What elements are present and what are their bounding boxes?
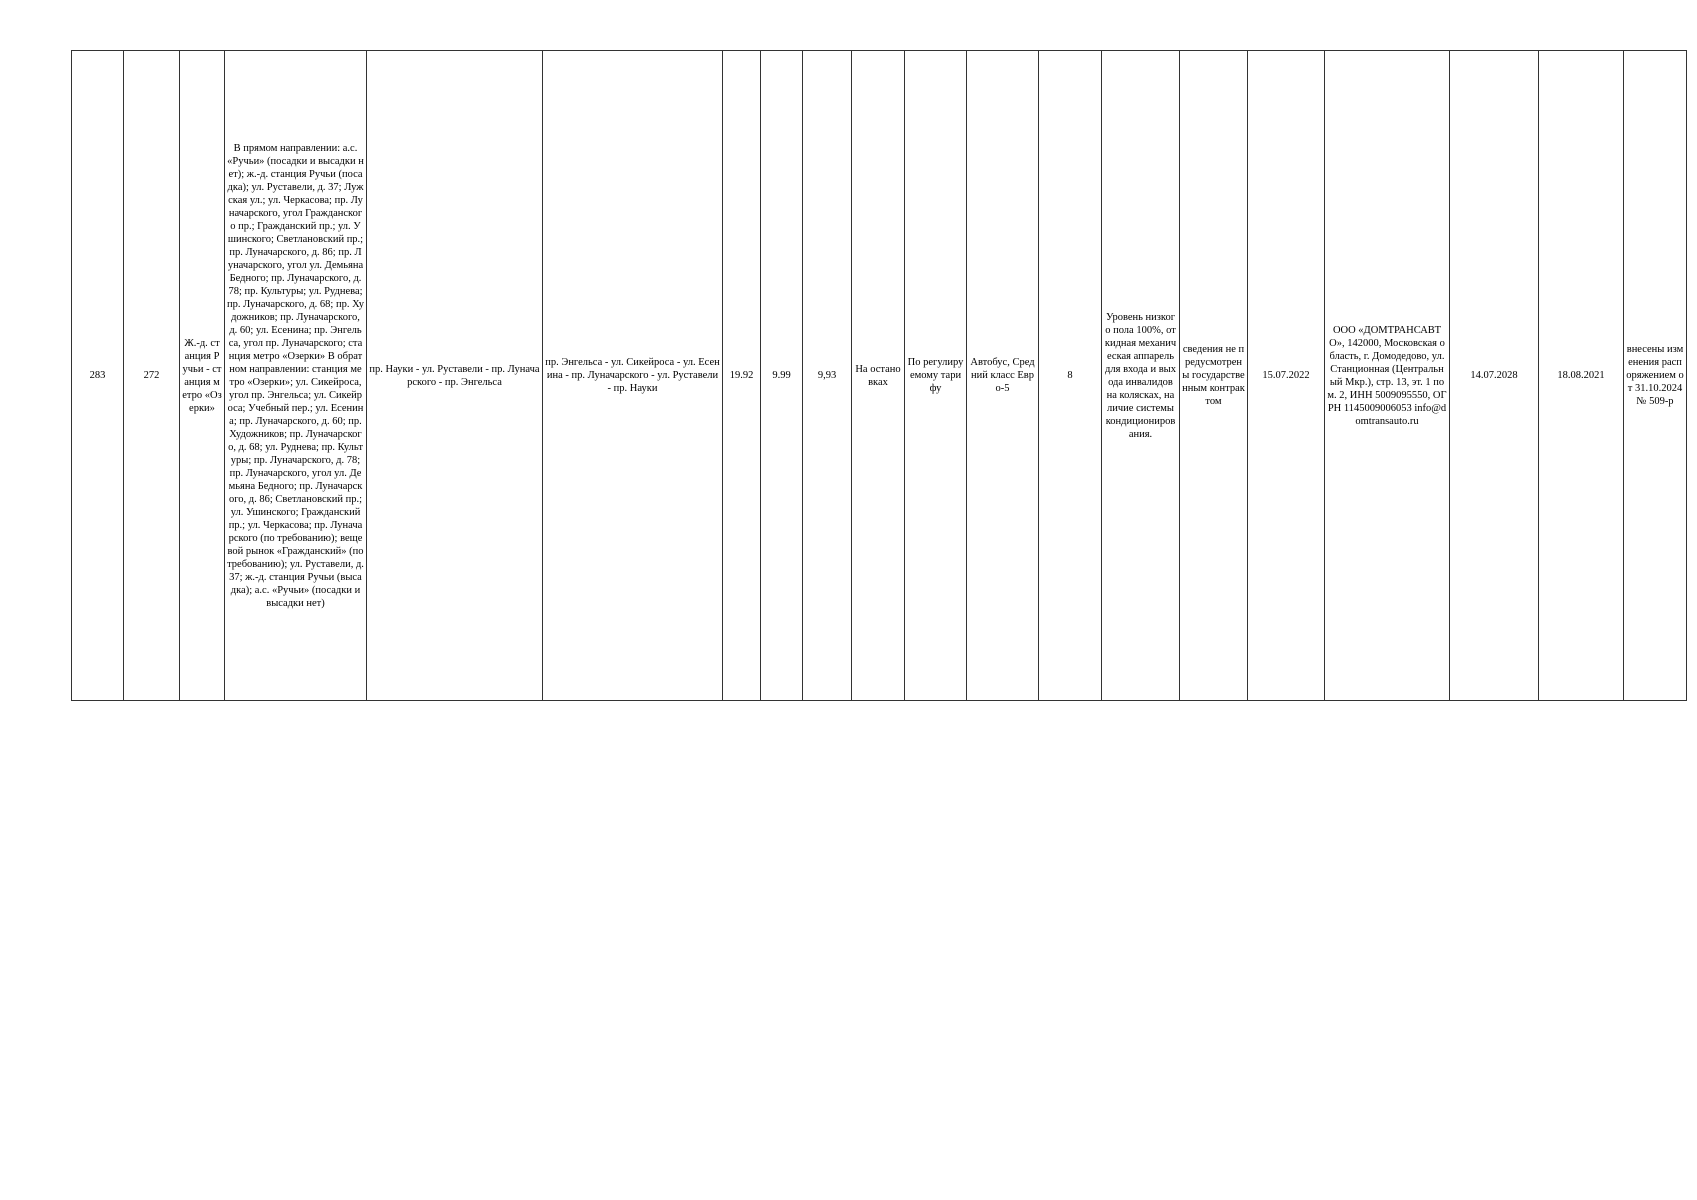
registry-number-cell: 283 (72, 51, 124, 701)
route-registry-table (71, 50, 1687, 701)
total-length-cell: 19.92 (723, 51, 761, 701)
route-name-cell: Ж.-д. станция Ручьи - станция метро «Озерки» (180, 51, 225, 701)
end-date-cell: 14.07.2028 (1450, 51, 1539, 701)
reverse-length-cell: 9,93 (803, 51, 852, 701)
note-cell: внесены изменения распоряжением от 31.10.2024 № 509-р (1624, 51, 1687, 701)
tariff-cell: По регулируемому тарифу (905, 51, 967, 701)
vehicle-features-cell: Уровень низкого пола 100%, откидная механическая аппарель для входа и выхода инвалидов на колясках, наличие системы кондиционирования. (1102, 51, 1180, 701)
route-number-cell: 272 (124, 51, 180, 701)
stop-order-cell: На остановках (852, 51, 905, 701)
route-stops-cell: В прямом направлении: а.с. «Ручьи» (посадки и высадки нет); ж.-д. станция Ручьи (посадка); ул. Руставели, д. 37; Лужская ул.; ул. Черкасова; пр. Луначарского, угол Гражданского пр.; Гражданский пр.; ул. Ушинского; Светлановский пр.; пр. Луначарского, д. 86; пр. Луначарского, угол ул. Демьяна Бедного; пр. Луначарского, д. 78; пр. Культуры; ул. Руднева; пр. Луначарского, д. 68; пр. Художников; пр. Луначарского, д. 60; ул. Есенина; пр. Энгельса, угол пр. Луначарского; станция метро «Озерки» В обратном направлении: станция метро «Озерки»; ул. Сикейроса, угол пр. Энгельса; ул. Сикейроса; Учебный пер.; ул. Есенина; пр. Луначарского, д. 60; пр. Художников; пр. Луначарского, д. 68; ул. Руднева; пр. Культуры; пр. Луначарского, д. 78; пр. Луначарского, угол ул. Демьяна Бедного; пр. Луначарского, д. 86; Светлановский пр.; ул. Ушинского; Гражданский пр.; ул. Черкасова; пр. Луначарского (по требованию); вещевой рынок «Гражданский» (по требованию); ул. Руставели, д. 37; ж.-д. станция Ручьи (высадка); а.с. «Ручьи» (посадки и высадки нет) (225, 51, 367, 701)
reverse-streets-cell: пр. Энгельса - ул. Сикейроса - ул. Есенина - пр. Луначарского - ул. Руставели - пр. Науки (543, 51, 723, 701)
forward-length-cell: 9.99 (761, 51, 803, 701)
carrier-cell: ООО «ДОМТРАНСАВТО», 142000, Московская область, г. Домодедово, ул. Станционная (Центральный Мкр.), стр. 13, эт. 1 пом. 2, ИНН 5009095550, ОГРН 1145009006053 info@domtransauto.ru (1325, 51, 1450, 701)
start-date-cell: 15.07.2022 (1248, 51, 1325, 701)
vehicle-count-cell: 8 (1039, 51, 1102, 701)
forward-streets-cell: пр. Науки - ул. Руставели - пр. Луначарского - пр. Энгельса (367, 51, 543, 701)
third-date-cell: 18.08.2021 (1539, 51, 1624, 701)
contract-info-cell: сведения не предусмотрены государственным контрактом (1180, 51, 1248, 701)
table-row (72, 51, 1687, 701)
vehicle-type-cell: Автобус, Средний класс Евро-5 (967, 51, 1039, 701)
